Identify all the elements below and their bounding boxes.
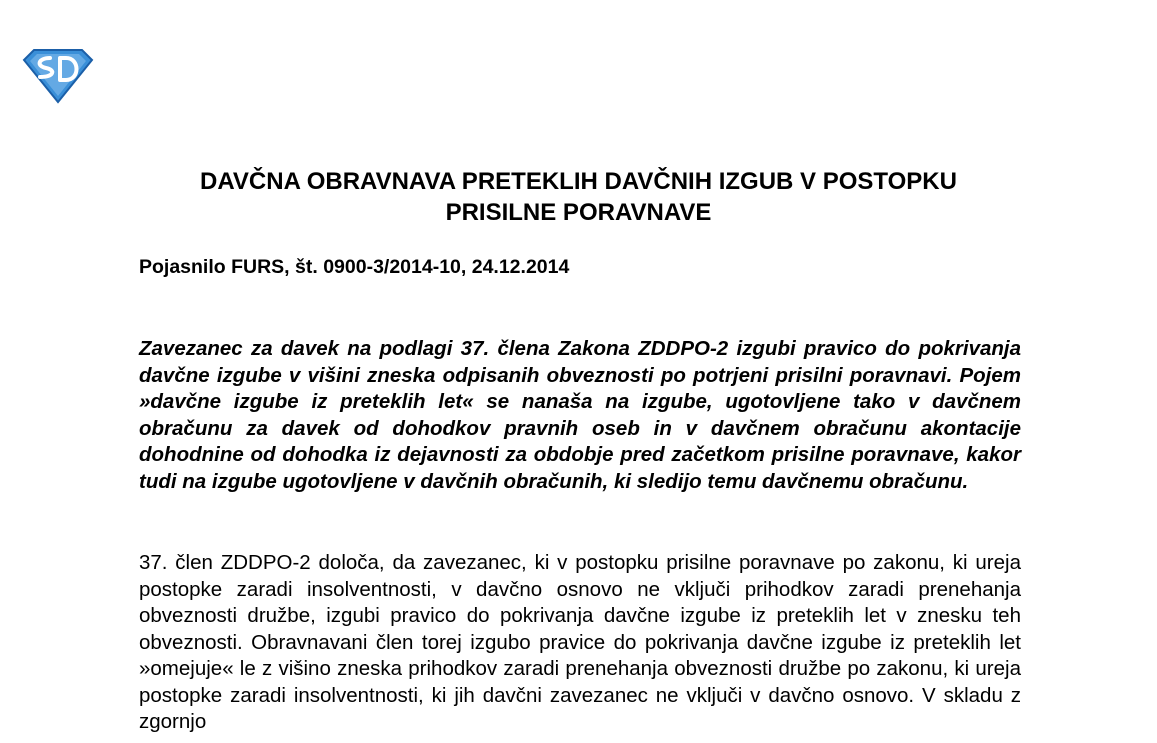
company-logo-icon [20,46,96,104]
document-title [60,166,1097,228]
body-paragraph: 37. člen ZDDPO-2 določa, da zavezanec, ki v postopku prisilne poravnave po zakonu, ki ureja postopke zaradi insolventnosti, v davčno osnovo ne vključi prihodkov zaradi prenehanja obveznosti družbe, izgubi pravico do pokrivanja davčne izgube iz preteklih let v znesku teh obveznosti. Obravnavani člen torej izgubo pravice do pokrivanja davčne izgube iz preteklih let »omejuje« le z višino zneska prihodkov zaradi prenehanja obveznosti družbe po zakonu, ki ureja postopke zaradi insolventnosti, ki jih davčni zavezanec ne vključi v davčno osnovo. V skladu z zgornjo [139,551,1021,733]
title-line-1: DAVČNA OBRAVNAVA PRETEKLIH DAVČNIH IZGUB V POSTOPKU [200,168,957,195]
document-subtitle: Pojasnilo FURS, št. 0900-3/2014-10, 24.12.2014 [139,256,570,278]
title-line-2: PRISILNE PORAVNAVE [445,199,712,226]
abstract-paragraph: Zavezanec za davek na podlagi 37. člena Zakona ZDDPO-2 izgubi pravico do pokrivanja davčne izgube v višini zneska odpisanih obveznosti po potrjeni prisilni poravnavi. Pojem »davčne izgube iz preteklih let« se nanaša na izgube, ugotovljene tako v davčnem obračunu za davek od dohodkov pravnih oseb in v davčnem obračunu akontacije dohodnine od dohodka iz dejavnosti za obdobje pred začetkom prisilne poravnave, kakor tudi na izgube ugotovljene v davčnih obračunih, ki sledijo temu davčnemu obračunu. [139,337,1021,493]
